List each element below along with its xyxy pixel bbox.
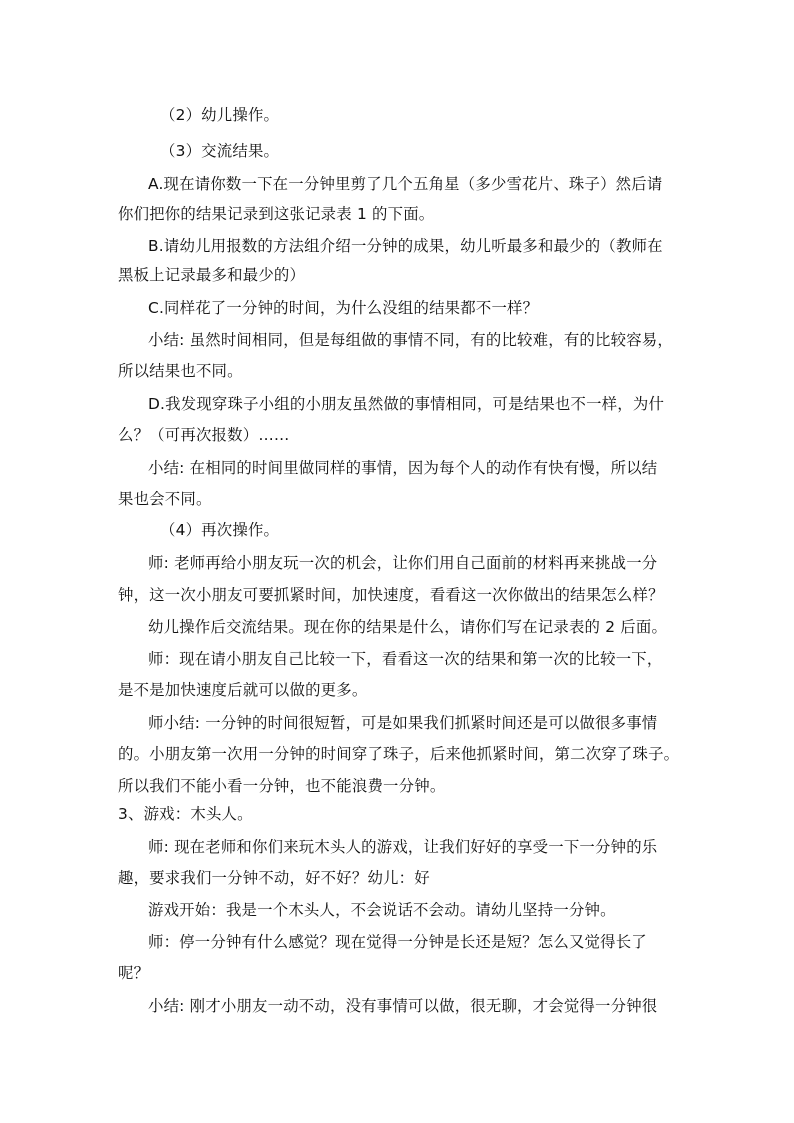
para-line: C.同样花了一分钟的时间，为什么没组的结果都不一样？: [148, 299, 539, 317]
para-line: 所以我们不能小看一分钟，也不能浪费一分钟。: [118, 777, 446, 795]
para-line: 你们把你的结果记录到这张记录表 1 的下面。: [118, 205, 435, 223]
para-line: D.我发现穿珠子小组的小朋友虽然做的事情相同，可是结果也不一样，为什: [148, 395, 665, 413]
para-line: 的。小朋友第一次用一分钟的时间穿了珠子，后来他抓紧时间，第二次穿了珠子。: [118, 745, 680, 763]
para-line: 师小结: 一分钟的时间很短暂，可是如果我们抓紧时间还是可以做很多事情: [148, 714, 658, 732]
para-line: 么？（可再次报数）……: [118, 426, 290, 444]
para-line: 幼儿操作后交流结果。现在你的结果是什么，请你们写在记录表的 2 后面。: [148, 618, 668, 636]
para-line: 游戏开始：我是一个木头人，不会说话不会动。请幼儿坚持一分钟。: [148, 901, 616, 919]
para-line: 所以结果也不同。: [118, 362, 243, 380]
para-line: 师: 老师再给小朋友玩一次的机会，让你们用自己面前的材料再来挑战一分: [148, 554, 658, 572]
para-line: 师：现在请小朋友自己比较一下，看看这一次的结果和第一次的比较一下，: [148, 650, 663, 668]
para-line: 小结: 刚才小朋友一动不动，没有事情可以做，很无聊，才会觉得一分钟很: [148, 997, 658, 1015]
para-line: 小结: 在相同的时间里做同样的事情，因为每个人的动作有快有慢，所以结: [148, 459, 658, 477]
para-line: 师: 现在老师和你们来玩木头人的游戏，让我们好好的享受一下一分钟的乐: [148, 838, 658, 856]
para-line: 师：停一分钟有什么感觉？现在觉得一分钟是长还是短？怎么又觉得长了: [148, 933, 647, 951]
para-line: 果也会不同。: [118, 490, 212, 508]
para-line: B.请幼儿用报数的方法组介绍一分钟的成果，幼儿听最多和最少的（教师在: [148, 237, 663, 255]
para-line: A.现在请你数一下在一分钟里剪了几个五角星（多少雪花片、珠子）然后请: [148, 175, 663, 193]
para-line: 小结: 虽然时间相同，但是每组做的事情不同，有的比较难，有的比较容易，: [148, 331, 673, 349]
para-line: 呢？: [118, 964, 150, 982]
para-line: 是不是加快速度后就可以做的更多。: [118, 681, 368, 699]
para-line: 趣，要求我们一分钟不动，好不好？幼儿：好: [118, 869, 430, 887]
para-line: （3）交流结果。: [160, 142, 280, 160]
para-line: 黑板上记录最多和最少的）: [118, 266, 306, 284]
para-line: 3、游戏：木头人。: [118, 805, 253, 823]
para-line: （2）幼儿操作。: [160, 106, 280, 124]
para-line: （4）再次操作。: [160, 521, 280, 539]
para-line: 钟，这一次小朋友可要抓紧时间，加快速度，看看这一次你做出的结果怎么样？: [118, 586, 664, 604]
